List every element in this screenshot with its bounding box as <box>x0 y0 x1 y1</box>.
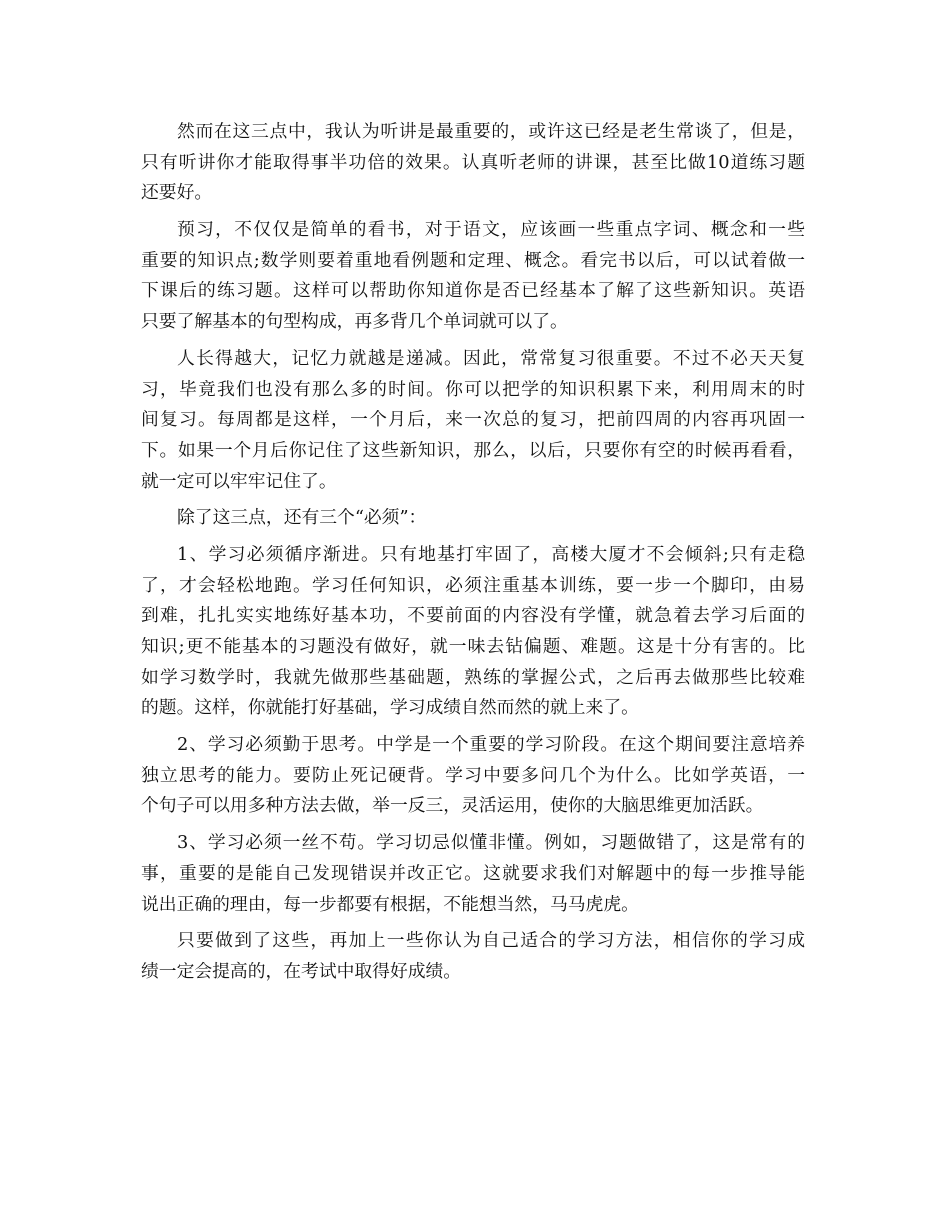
text-line: 下课后的练习题。这样可以帮助你知道你是否已经基本了解了这些新知识。英语 <box>141 280 805 302</box>
text-line: 就一定可以牢牢记住了。 <box>141 470 337 492</box>
text-line: 然而在这三点中，我认为听讲是最重要的，或许这已经是老生常谈了，但是， <box>177 121 805 142</box>
paragraph-must-2 <box>141 730 805 822</box>
text-line: 独立思考的能力。要防止死记硬背。学习中要多问几个为什么。比如学英语，一 <box>141 764 805 786</box>
text-line: 除了这三点，还有三个“必须”： <box>177 507 427 529</box>
paragraph-three-musts-intro <box>141 503 805 534</box>
text-line: 到难，扎扎实实地练好基本功，不要前面的内容没有学懂，就急着去学习后面的 <box>141 605 805 627</box>
text-line: 重要的知识点;数学则要着重地看例题和定理、概念。看完书以后，可以试着做一 <box>141 249 805 271</box>
paragraph-preview <box>141 215 805 338</box>
text-line: 习，毕竟我们也没有那么多的时间。你可以把学的知识积累下来，利用周末的时 <box>141 378 805 400</box>
document-body <box>141 117 805 988</box>
text-line: 绩一定会提高的，在考试中取得好成绩。 <box>141 960 462 982</box>
text-line: 只有听讲你才能取得事半功倍的效果。认真听老师的讲课，甚至比做10道练习题 <box>141 151 805 173</box>
text-line: 知识;更不能基本的习题没有做好，就一味去钻偏题、难题。这是十分有害的。比 <box>141 636 805 657</box>
text-line: 如学习数学时，我就先做那些基础题，熟练的掌握公式，之后再去做那些比较难 <box>141 666 805 688</box>
text-line: 下。如果一个月后你记住了这些新知识，那么，以后，只要你有空的时候再看看， <box>141 439 805 461</box>
text-line: 只要做到了这些，再加上一些你认为自己适合的学习方法，相信你的学习成 <box>177 930 805 952</box>
paragraph-must-3 <box>141 828 805 920</box>
paragraph-conclusion <box>141 926 805 987</box>
paragraph-listening <box>141 117 805 209</box>
text-line: 的题。这样，你就能打好基础，学习成绩自然而然的就上来了。 <box>141 697 639 719</box>
text-line: 说出正确的理由，每一步都要有根据，不能想当然，马马虎虎。 <box>141 893 639 915</box>
text-line: 了，才会轻松地跑。学习任何知识，必须注重基本训练，要一步一个脚印，由易 <box>141 574 805 596</box>
text-line: 只要了解基本的句型构成，再多背几个单词就可以了。 <box>141 311 568 333</box>
text-line: 间复习。每周都是这样，一个月后，来一次总的复习，把前四周的内容再巩固一 <box>141 409 805 431</box>
text-line: 预习，不仅仅是简单的看书，对于语文，应该画一些重点字词、概念和一些 <box>177 219 805 241</box>
text-line: 个句子可以用多种方法去做，举一反三，灵活运用，使你的大脑思维更加活跃。 <box>141 795 764 817</box>
text-line: 人长得越大，记忆力就越是递减。因此，常常复习很重要。不过不必天天复 <box>177 347 805 369</box>
text-line: 2、学习必须勤于思考。中学是一个重要的学习阶段。在这个期间要注意培养 <box>177 734 805 756</box>
paragraph-must-1 <box>141 540 805 724</box>
text-line: 1、学习必须循序渐进。只有地基打牢固了，高楼大厦才不会倾斜;只有走稳 <box>177 543 805 565</box>
text-line: 还要好。 <box>141 182 213 204</box>
paragraph-review <box>141 344 805 497</box>
text-line: 事，重要的是能自己发现错误并改正它。这就要求我们对解题中的每一步推导能 <box>141 862 805 884</box>
text-line: 3、学习必须一丝不苟。学习切忌似懂非懂。例如，习题做错了，这是常有的 <box>177 832 805 854</box>
